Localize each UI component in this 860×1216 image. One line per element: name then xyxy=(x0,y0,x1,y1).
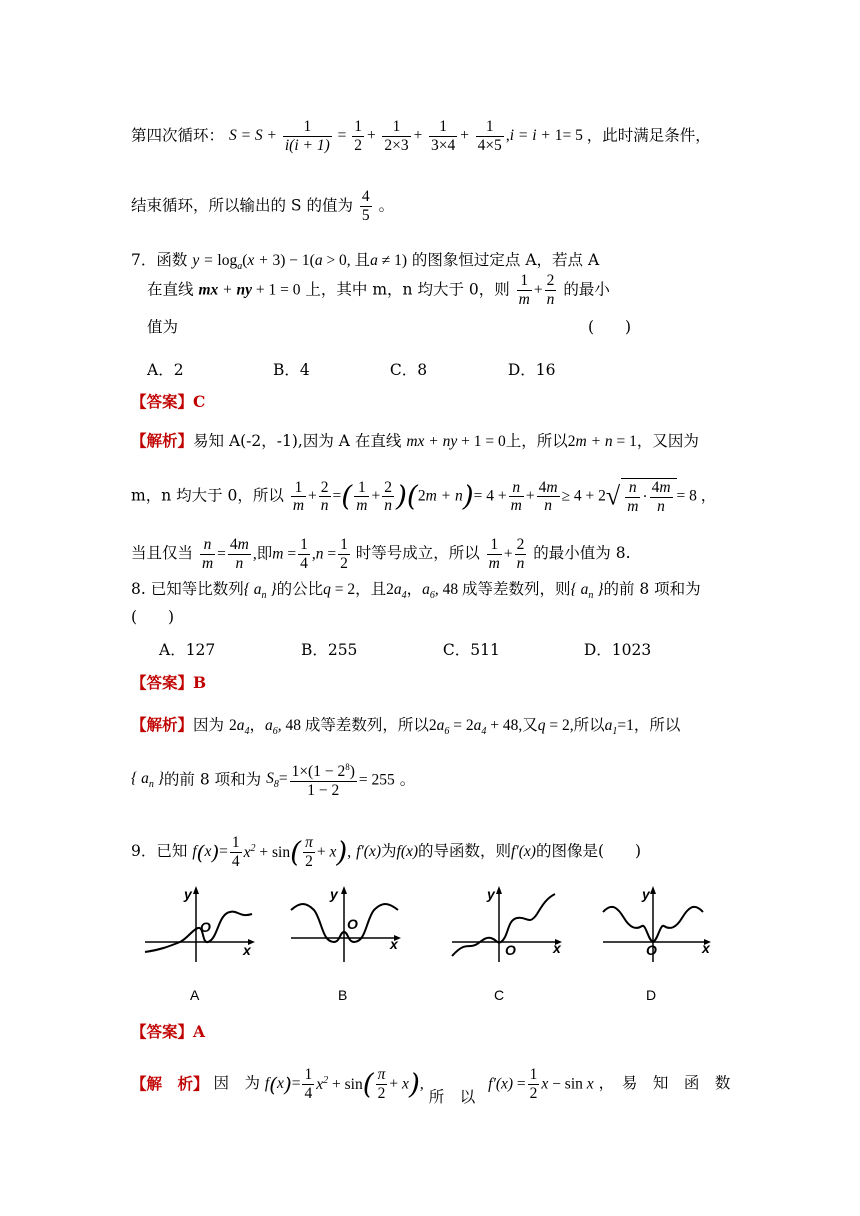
q9-derivative-2: f′(x) xyxy=(511,843,536,861)
y-axis-label: y xyxy=(330,886,338,902)
q9-answer-paren: ( ) xyxy=(597,842,642,861)
q7-line-3 xyxy=(147,320,178,336)
q8-analysis-end: 。 xyxy=(399,770,416,789)
q9-analysis-text-2: 所 以 xyxy=(428,1087,476,1106)
q8-analysis-text-2: 成等差数列，所以 xyxy=(304,716,429,734)
q9-stem-text: 9．已知 xyxy=(131,842,188,861)
analysis-label: 【解 析】 xyxy=(131,1074,209,1094)
q8-analysis-text-6: 的前 8 项和为 xyxy=(163,770,262,789)
q7-analysis-3 xyxy=(131,536,631,573)
q9-figure-a xyxy=(140,884,260,1003)
result-fraction: $\frac{4}{5}$ xyxy=(361,188,370,224)
loop-step-suffix: ，此时满足条件， xyxy=(586,126,711,145)
q9-function: f(x)= $\frac{1}{4}$ $x^2 + \sin$( $\frac{\pi}{2}$ + x), xyxy=(192,834,352,870)
loop-end-line xyxy=(131,188,394,225)
q8-answer-value: B xyxy=(193,673,207,692)
q7-analysis-2 xyxy=(131,478,716,516)
q8-ratio: q = 2 xyxy=(323,581,356,598)
figure-label-a: A xyxy=(190,987,200,1003)
q8-analysis-text: 因为 xyxy=(193,716,225,734)
q7-frac-2n: $\frac{2}{n}$ xyxy=(546,272,555,308)
q8-stem-text: 8. 已知等比数列 xyxy=(131,580,244,598)
q7-analysis-text-4: m，n 均大于 0，所以 xyxy=(131,486,284,505)
q7-line-1 xyxy=(131,253,599,272)
loop-step-four-line xyxy=(131,118,711,155)
q7-answer-value: C xyxy=(193,392,206,411)
y-axis-label: y xyxy=(642,886,650,902)
q8-option-b: B．255 xyxy=(300,641,358,659)
q8-analysis-2 xyxy=(131,762,415,800)
q9-figure-c xyxy=(447,884,567,1003)
q8-options xyxy=(159,643,651,659)
q8-answer-paren: ( ) xyxy=(131,608,175,626)
answer-label: 【答案】 xyxy=(131,392,194,411)
x-axis-label: x xyxy=(553,940,561,956)
origin-label: O xyxy=(200,919,211,935)
q8-analysis-sequence: { $a_n$ } xyxy=(131,769,164,790)
origin-label: O xyxy=(646,942,657,958)
comma: ， xyxy=(700,487,717,505)
q9-line-1 xyxy=(131,834,641,871)
q8-sequence-2: { $a_n$ } xyxy=(570,581,604,602)
q8-stem-text-3: ，且 xyxy=(355,580,387,598)
q9-derivative: f′(x) xyxy=(356,843,381,861)
q7-line-2: 在直线 mx + ny + 1 = 0 上，其中 m，n 均大于 0，则 $\frac{1}{m}$ + $\frac{2}{n}$ 的最小 xyxy=(147,272,610,308)
q9-figure-b xyxy=(286,884,406,1003)
q8-stem-text-2: 的公比 xyxy=(276,580,324,598)
q9-answer-value: A xyxy=(193,1022,206,1041)
origin-label: O xyxy=(347,916,358,932)
analysis-label: 【解析】 xyxy=(131,431,194,450)
q8-analysis-a1: $a_1=1$ xyxy=(604,717,634,738)
q8-analysis-text-5: ，所以 xyxy=(633,716,681,734)
loop-step-label: 第四次循环： xyxy=(131,126,225,145)
answer-label: 【答案】 xyxy=(131,673,194,692)
q7-line-equation: mx + ny + 1 = 0 xyxy=(198,281,301,299)
q7-answer-paren: ( ) xyxy=(588,318,632,336)
q8-stem-text-4: 成等差数列，则 xyxy=(462,580,571,598)
q7-option-d: D．16 xyxy=(507,361,556,379)
q8-line-1 xyxy=(131,582,701,601)
q7-equality-condition: $\frac{n}{m}$ = $\frac{4m}{n}$ ,即m = $\frac{1}{4}$ ,n = $\frac{1}{2}$ xyxy=(201,536,348,572)
q8-sum-formula: $S_8=$ $\frac{1\times(1 - 2^8)}{1 - 2}$ = 255 xyxy=(266,762,395,799)
q8-answer xyxy=(131,675,206,692)
q8-analysis-text-4: 所以 xyxy=(573,716,605,734)
loop-step-formula: S = S + $\frac{1}{i(i + 1)}$ = $\frac{1}{2}$ + $\frac{1}{2\times 3}$ + $\frac{1}{3\times 4}$ + $\frac{1}{4\times 5}$ ,i = i + 1= 5 xyxy=(228,118,583,154)
q8-analysis-terms: $2a_4$，$a_6$, 48 xyxy=(228,717,305,738)
q7-analysis-text-7: 的最小值为 8. xyxy=(533,544,631,563)
q8-stem-text-5: 的前 8 项和为 xyxy=(603,580,701,598)
q7-analysis-text-6: 时等号成立，所以 xyxy=(355,544,480,563)
q8-analysis-1 xyxy=(131,717,680,737)
loop-end-text: 结束循环，所以输出的 S 的值为 xyxy=(131,196,353,215)
x-axis-label: x xyxy=(390,936,398,952)
q7-option-a: A．2 xyxy=(147,361,184,379)
q9-fx: f(x) xyxy=(396,843,419,861)
x-axis-label: x xyxy=(702,940,710,956)
q7-options xyxy=(147,363,555,379)
q7-analysis-text-5: 当且仅当 xyxy=(131,544,194,563)
q9-figure-d xyxy=(598,884,718,1003)
q7-option-b: B．4 xyxy=(272,361,310,379)
q9-analysis xyxy=(131,1066,730,1105)
q7-line-text-2: 上，其中 m，n 均大于 0，则 xyxy=(305,280,510,299)
q8-analysis-q: q = 2, xyxy=(537,717,574,734)
q7-min-expression: $\frac{1}{m}$ + $\frac{2}{n}$ xyxy=(488,536,525,572)
y-axis-label: y xyxy=(184,886,192,902)
analysis-label: 【解析】 xyxy=(131,715,194,734)
q9-analysis-text: 因 为 xyxy=(213,1074,260,1093)
q8-option-c: C．511 xyxy=(442,641,500,659)
q8-sequence: { $a_n$ } xyxy=(243,581,277,602)
q9-analysis-derivative: f′(x) = $\frac{1}{2}$ x − sin x xyxy=(488,1066,594,1102)
q9-answer xyxy=(131,1024,205,1041)
q7-analysis-text-3: ，又因为 xyxy=(636,432,699,450)
q7-option-c: C．8 xyxy=(389,361,428,379)
q7-frac-1m: $\frac{1}{m}$ xyxy=(518,272,530,308)
q8-terms: $2a_4$，$a_6$, 48 xyxy=(386,581,463,602)
figure-label-c: C xyxy=(494,987,505,1003)
q7-function: $y = \log_a(x + 3) - 1(a > 0$, 且a ≠ 1) xyxy=(192,252,407,273)
q8-option-d: D．1023 xyxy=(583,641,652,659)
q9-stem-text-2: 为 xyxy=(381,842,397,861)
answer-label: 【答案】 xyxy=(131,1022,194,1041)
q9-stem-text-3: 的导函数，则 xyxy=(418,842,512,861)
q7-stem-start: 7．函数 xyxy=(131,251,188,269)
q7-line-text-4: 值为 xyxy=(147,318,179,336)
q7-line-text-3: 的最小 xyxy=(563,280,610,299)
q8-analysis-text-3: 又 xyxy=(522,716,538,734)
q9-analysis-function: f(x)= $\frac{1}{4}$ $x^2 + \sin$( $\frac{\pi}{2}$ + x), xyxy=(264,1066,424,1102)
q7-analysis-eq: mx + ny + 1 = 0 xyxy=(406,433,506,450)
q7-analysis-text-2: 上，所以 xyxy=(505,432,568,450)
q9-analysis-text-3: ， 易 知 函 数 xyxy=(598,1074,731,1093)
q7-analysis-1 xyxy=(131,433,699,450)
figure-label-d: D xyxy=(646,987,657,1003)
y-axis-label: y xyxy=(487,886,495,902)
q7-analysis-text: 易知 A(-2，-1),因为 A 在直线 xyxy=(193,432,402,450)
q9-stem-text-4: 的图像是 xyxy=(535,842,598,861)
q8-analysis-eq: $2a_6 = 2a_4 + 48$, xyxy=(428,717,523,738)
q8-option-a: A．127 xyxy=(159,641,216,659)
loop-end-punct: 。 xyxy=(378,196,395,215)
x-axis-label: x xyxy=(243,942,251,958)
q7-analysis-inequality: $\frac{1}{m}$ + $\frac{2}{n}$ =( $\frac{1}{m}$ + $\frac{2}{n}$ )(2m + n)= 4 + $\frac{n}{m}$ + $\frac{4m}{n}$ ≥ 4 + 2√ $\frac{n}{m}$ · $\frac{4m}{n}$ = 8 xyxy=(292,478,697,515)
figure-label-b: B xyxy=(338,987,348,1003)
q7-answer xyxy=(131,394,205,411)
q7-analysis-eq-2: 2m + n = 1 xyxy=(567,433,637,450)
origin-label: O xyxy=(505,942,516,958)
q7-line-text: 在直线 xyxy=(147,280,194,299)
q7-stem-mid: 的图象恒过定点 A，若点 A xyxy=(411,251,600,269)
